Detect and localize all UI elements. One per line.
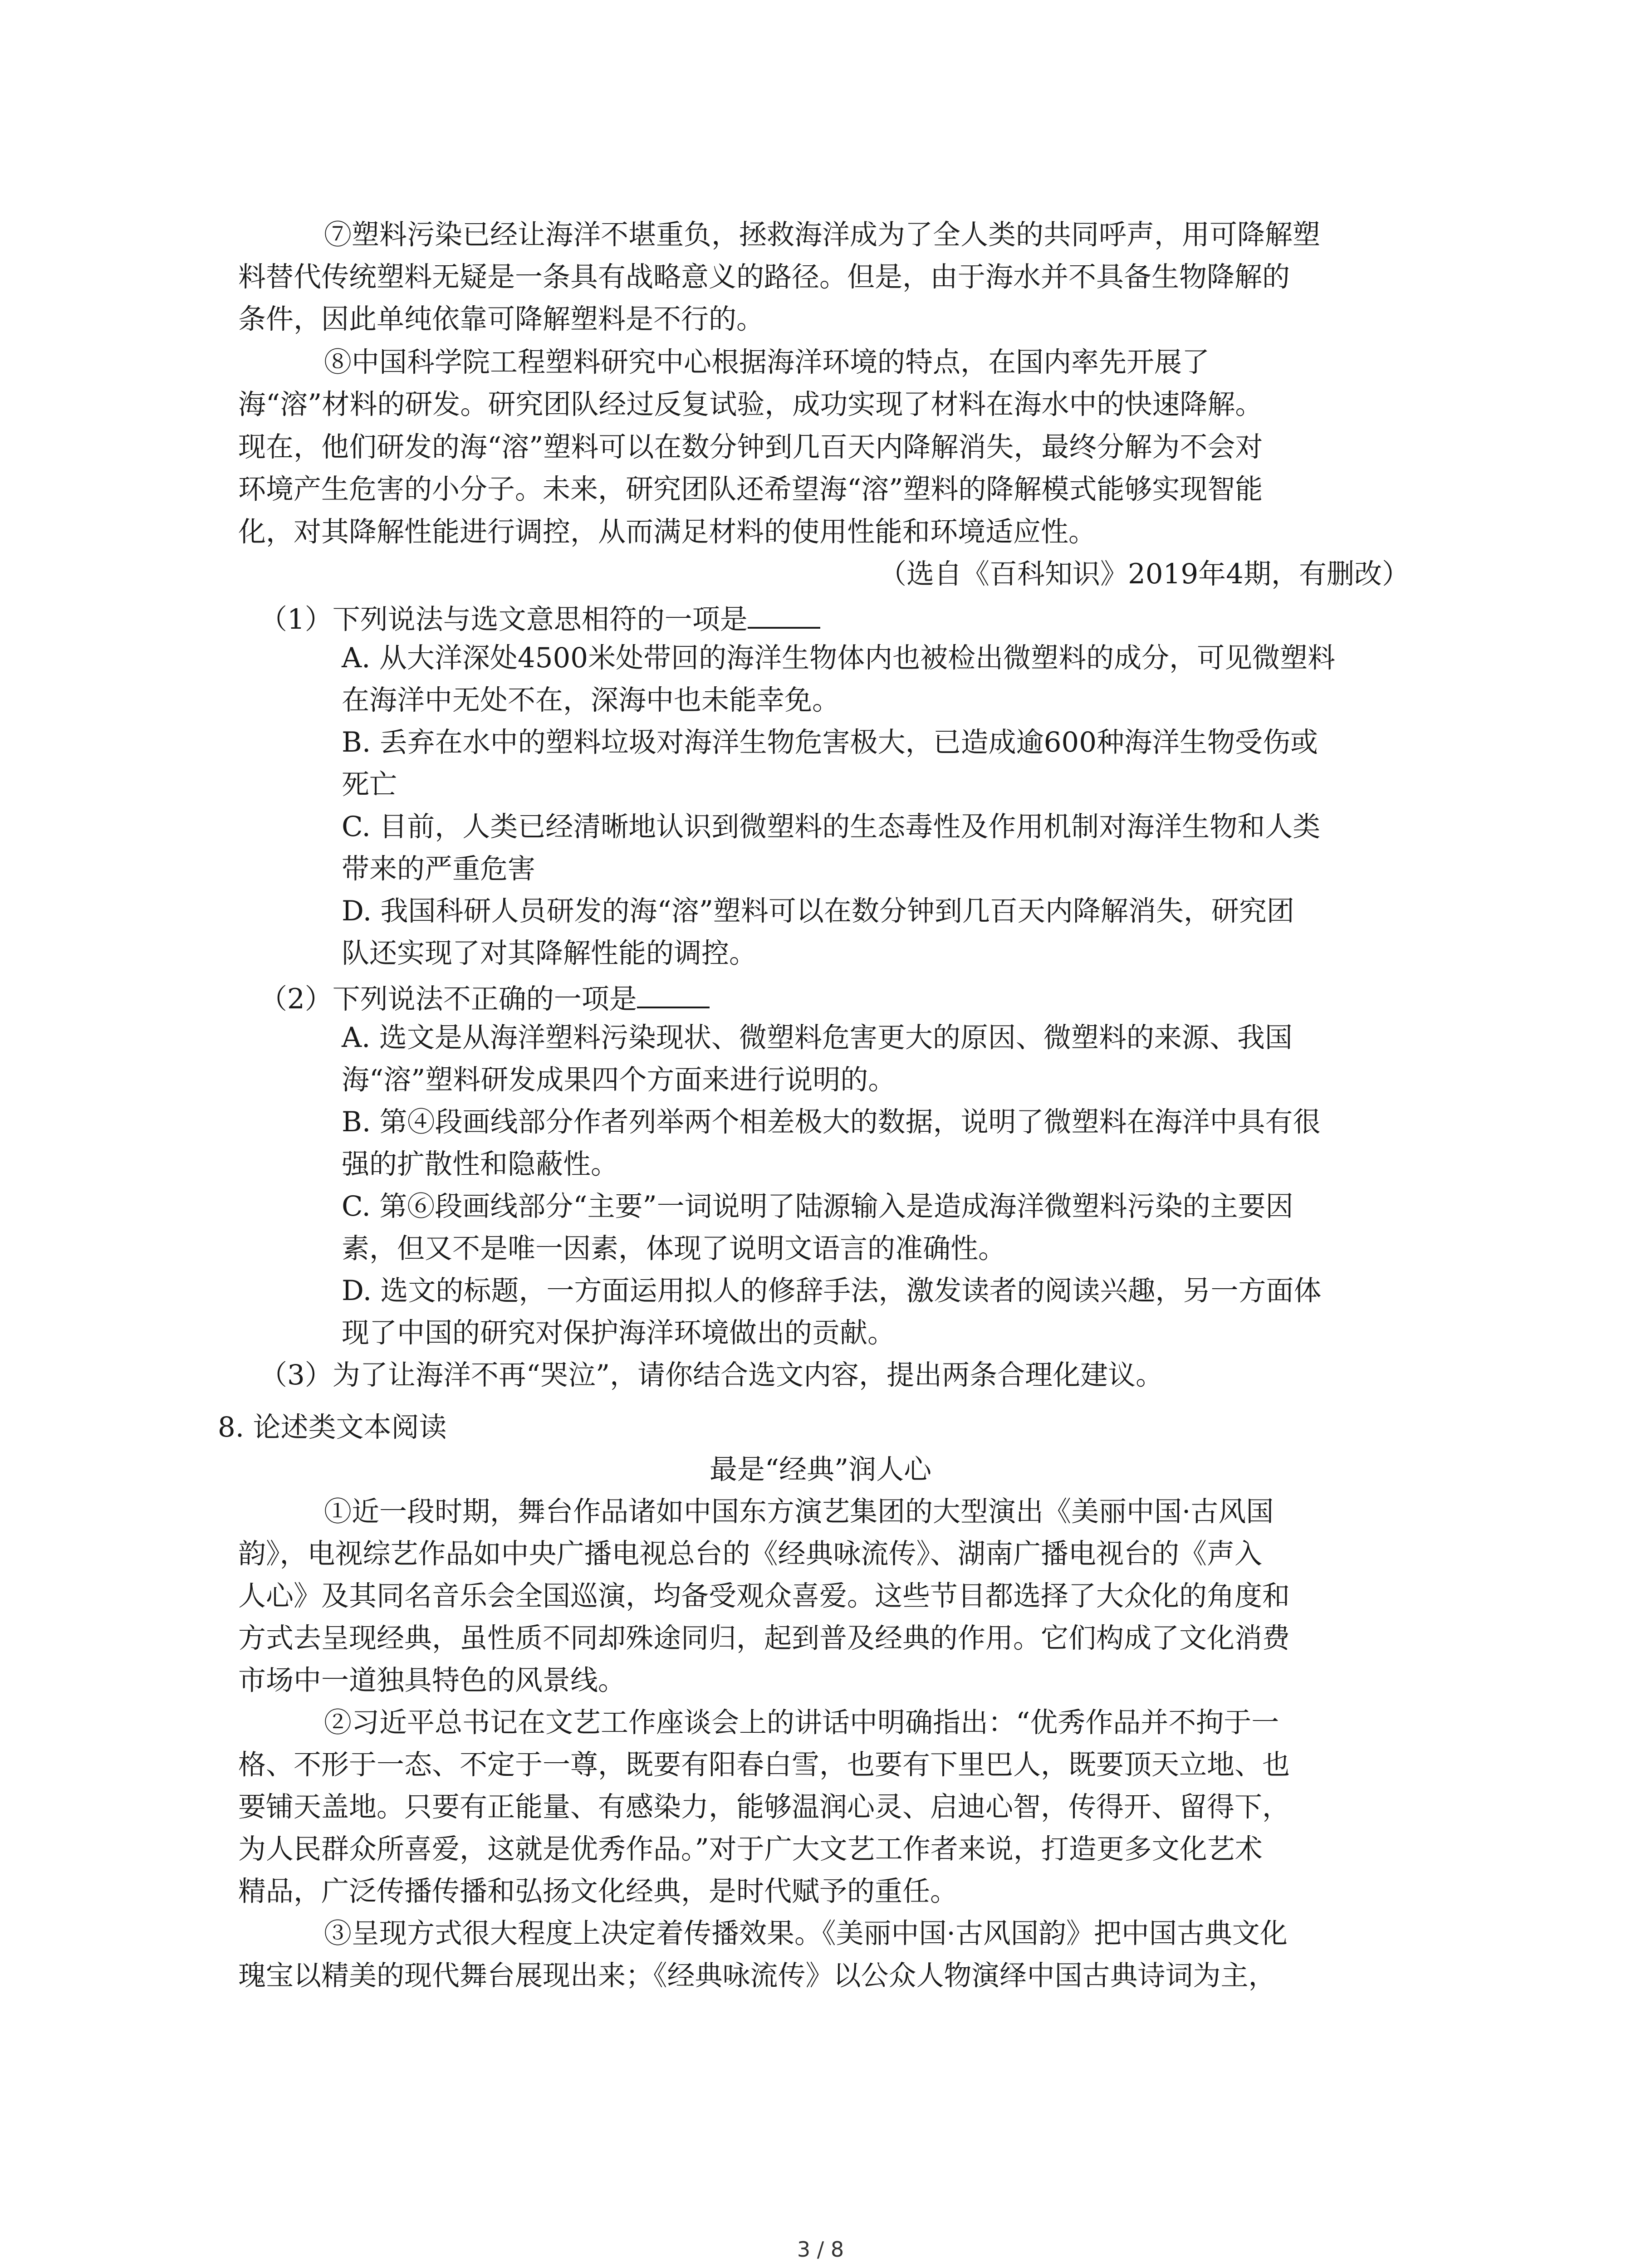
q1-stem: （1）下列说法与选文意思相符的一项是 xyxy=(260,602,820,633)
q2-option-d-line-1: D. 选文的标题，一方面运用拟人的修辞手法，激发读者的阅读兴趣，另一方面体 xyxy=(342,1275,1322,1307)
para8-line-1: ⑧中国科学院工程塑料研究中心根据海洋环境的特点，在国内率先开展了 xyxy=(324,346,1210,378)
s8-para1-line-4: 方式去呈现经典，虽性质不同却殊途同归，起到普及经典的作用。它们构成了文化消费 xyxy=(238,1622,1290,1654)
q1-option-a-line-2: 在海洋中无处不在，深海中也未能幸免。 xyxy=(342,684,840,716)
para8-line-4: 环境产生危害的小分子。未来，研究团队还希望海“溶”塑料的降解模式能够实现智能 xyxy=(238,473,1263,505)
para7-line-2: 料替代传统塑料无疑是一条具有战略意义的路径。但是，由于海水并不具备生物降解的 xyxy=(238,261,1290,293)
s8-para1-line-5: 市场中一道独具特色的风景线。 xyxy=(238,1664,626,1696)
para7-line-1: ⑦塑料污染已经让海洋不堪重负，拯救海洋成为了全人类的共同呼声，用可降解塑 xyxy=(324,219,1321,251)
q2-option-b-line-1: B. 第④段画线部分作者列举两个相差极大的数据，说明了微塑料在海洋中具有很 xyxy=(342,1106,1321,1138)
q2-option-a-line-1: A. 选文是从海洋塑料污染现状、微塑料危害更大的原因、微塑料的来源、我国 xyxy=(342,1022,1293,1054)
q1-answer-blank[interactable] xyxy=(748,602,820,629)
q2-option-d-line-2: 现了中国的研究对保护海洋环境做出的贡献。 xyxy=(342,1317,896,1349)
q3-stem: （3）为了让海洋不再“哭泣”，请你结合选文内容，提出两条合理化建议。 xyxy=(260,1359,1164,1391)
para8-line-3: 现在，他们研发的海“溶”塑料可以在数分钟到几百天内降解消失，最终分解为不会对 xyxy=(238,431,1263,463)
q2-option-a-line-2: 海“溶”塑料研发成果四个方面来进行说明的。 xyxy=(342,1064,896,1096)
q2-option-c-line-2: 素，但又不是唯一因素，体现了说明文语言的准确性。 xyxy=(342,1232,1006,1265)
q2-stem: （2）下列说法不正确的一项是 xyxy=(260,982,710,1013)
q1-option-b-line-1: B. 丢弃在水中的塑料垃圾对海洋生物危害极大，已造成逾600种海洋生物受伤或 xyxy=(342,726,1318,758)
s8-para1-line-1: ①近一段时期，舞台作品诸如中国东方演艺集团的大型演出《美丽中国·古风国 xyxy=(324,1496,1274,1528)
s8-para2-line-4: 为人民群众所喜爱，这就是优秀作品。”对于广大文艺工作者来说，打造更多文化艺术 xyxy=(238,1833,1263,1865)
section-heading: 8. 论述类文本阅读 xyxy=(218,1411,447,1443)
q2-answer-blank[interactable] xyxy=(637,982,710,1008)
s8-para2-line-5: 精品，广泛传播传播和弘扬文化经典，是时代赋予的重任。 xyxy=(238,1875,958,1907)
s8-para1-line-2: 韵》，电视综艺作品如中央广播电视总台的《经典咏流传》、湖南广播电视台的《声入 xyxy=(238,1538,1263,1570)
q1-option-b-line-2: 死亡 xyxy=(342,768,397,801)
q1-option-c-line-1: C. 目前，人类已经清晰地认识到微塑料的生态毒性及作用机制对海洋生物和人类 xyxy=(342,811,1321,843)
page-number: 3 / 8 xyxy=(797,2237,844,2262)
q1-option-d-line-2: 队还实现了对其降解性能的调控。 xyxy=(342,937,757,969)
q2-option-b-line-2: 强的扩散性和隐蔽性。 xyxy=(342,1148,619,1180)
article-title: 最是“经典”润人心 xyxy=(709,1453,932,1486)
q2-option-c-line-1: C. 第⑥段画线部分“主要”一词说明了陆源输入是造成海洋微塑料污染的主要因 xyxy=(342,1190,1293,1222)
para7-line-3: 条件，因此单纯依靠可降解塑料是不行的。 xyxy=(238,303,764,335)
s8-para2-line-1: ②习近平总书记在文艺工作座谈会上的讲话中明确指出：“优秀作品并不拘于一 xyxy=(324,1706,1279,1739)
source-citation: （选自《百科知识》2019年4期，有删改） xyxy=(878,558,1410,590)
para8-line-5: 化，对其降解性能进行调控，从而满足材料的使用性能和环境适应性。 xyxy=(238,516,1097,548)
s8-para2-line-3: 要铺天盖地。只要有正能量、有感染力，能够温润心灵、启迪心智，传得开、留得下， xyxy=(238,1791,1290,1823)
s8-para3-line-1: ③呈现方式很大程度上决定着传播效果。《美丽中国·古风国韵》把中国古典文化 xyxy=(324,1917,1288,1950)
q1-option-c-line-2: 带来的严重危害 xyxy=(342,853,536,885)
q1-option-a-line-1: A. 从大洋深处4500米处带回的海洋生物体内也被检出微塑料的成分，可见微塑料 xyxy=(342,642,1336,674)
s8-para2-line-2: 格、不形于一态、不定于一尊，既要有阳春白雪，也要有下里巴人，既要顶天立地、也 xyxy=(238,1749,1290,1781)
s8-para1-line-3: 人心》及其同名音乐会全国巡演，均备受观众喜爱。这些节目都选择了大众化的角度和 xyxy=(238,1580,1290,1612)
q1-option-d-line-1: D. 我国科研人员研发的海“溶”塑料可以在数分钟到几百天内降解消失，研究团 xyxy=(342,895,1294,927)
para8-line-2: 海“溶”材料的研发。研究团队经过反复试验，成功实现了材料在海水中的快速降解。 xyxy=(238,388,1263,420)
s8-para3-line-2: 瑰宝以精美的现代舞台展现出来；《经典咏流传》以公众人物演绎中国古典诗词为主， xyxy=(238,1960,1276,1992)
